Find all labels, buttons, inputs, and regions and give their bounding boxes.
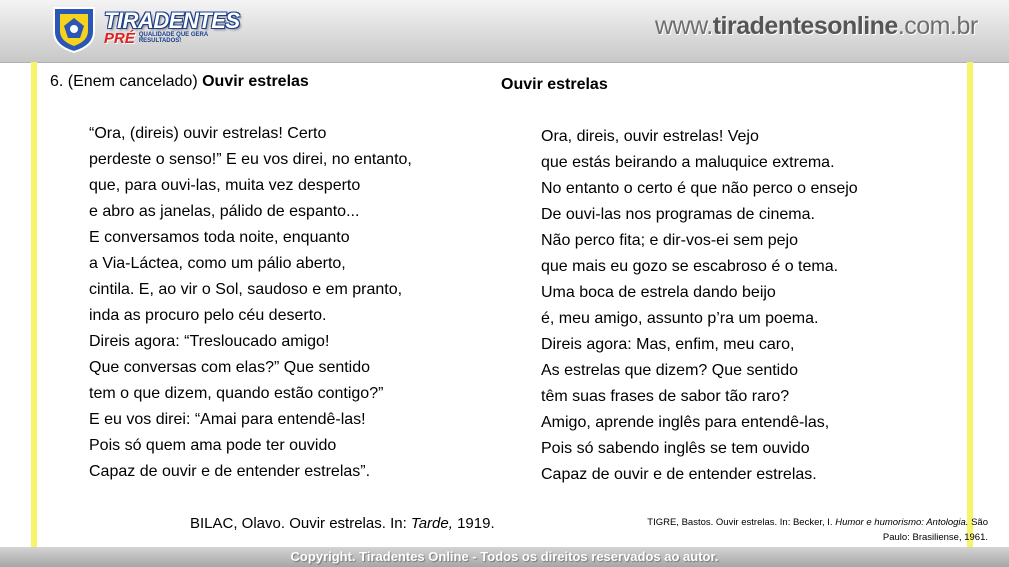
brand-logo — [104, 8, 240, 47]
brand-tagline — [139, 32, 208, 44]
poem-line: Direis agora: “Tresloucado amigo! — [89, 333, 330, 350]
poem-line: Não perco fita; e dir-vos-ei sem pejo — [541, 232, 798, 249]
left-accent-bar — [31, 62, 37, 548]
poem-line: que mais eu gozo se escabroso é o tema. — [541, 258, 839, 275]
shield-logo-icon — [50, 4, 98, 54]
site-url-prefix: www. — [655, 12, 713, 40]
poem-line: Pois só quem ama pode ter ouvido — [89, 437, 337, 454]
citation-tail: São — [968, 517, 988, 528]
right-poem-citation — [590, 515, 988, 545]
poem-line: Capaz de ouvir e de entender estrelas”. — [89, 463, 371, 480]
citation-year: 1919. — [452, 515, 495, 532]
poem-line: Ora, direis, ouvir estrelas! Vejo — [541, 128, 759, 145]
left-poem — [89, 121, 412, 485]
question-heading — [50, 73, 309, 91]
site-url-suffix: .com.br — [897, 12, 978, 40]
poem-line: As estrelas que dizem? Que sentido — [541, 362, 799, 379]
site-url — [655, 12, 978, 41]
poem-line: é, meu amigo, assunto p’ra um poema. — [541, 310, 819, 327]
left-poem-title: Ouvir estrelas — [202, 73, 309, 90]
poem-line: E conversamos toda noite, enquanto — [89, 229, 350, 246]
page-footer — [0, 547, 1009, 567]
site-url-brand: tiradentesonline — [712, 12, 898, 40]
poem-line: De ouvi-las nos programas de cinema. — [541, 206, 815, 223]
poem-line: que, para ouvi-las, muita vez desperto — [89, 177, 361, 194]
brand-tagline-line1: QUALIDADE QUE GERA — [138, 32, 209, 38]
poem-line: Uma boca de estrela dando beijo — [541, 284, 776, 301]
citation-work: Humor e humorismo: Antologia. — [835, 517, 969, 528]
brand-pre: PRÉ — [104, 30, 135, 47]
poem-line: tem o que dizem, quando estão contigo?” — [89, 385, 384, 402]
citation-work: Tarde, — [410, 515, 453, 532]
poem-line: que estás beirando a maluquice extrema. — [541, 154, 835, 171]
poem-line: inda as procuro pelo céu deserto. — [89, 307, 327, 324]
poem-line: e abro as janelas, pálido de espanto... — [89, 203, 360, 220]
poem-line: No entanto o certo é que não perco o ensejo — [541, 180, 858, 197]
poem-line: perdeste o senso!” E eu vos direi, no entanto, — [89, 151, 412, 168]
question-number: 6. — [50, 73, 64, 90]
page-header — [0, 0, 1009, 63]
right-accent-bar — [967, 62, 973, 548]
right-poem — [541, 124, 858, 488]
brand-name: TIRADENTES — [104, 8, 240, 33]
brand-tagline-line2: RESULTADOS! — [138, 38, 182, 44]
citation-text: BILAC, Olavo. Ouvir estrelas. In: — [190, 515, 411, 532]
poem-line: Pois só sabendo inglês se tem ouvido — [541, 440, 810, 457]
poem-line: “Ora, (direis) ouvir estrelas! Certo — [89, 125, 327, 142]
right-poem-title: Ouvir estrelas — [501, 76, 608, 93]
poem-line: a Via-Láctea, como um pálio aberto, — [89, 255, 346, 272]
poem-line: Amigo, aprende inglês para entendê-las, — [541, 414, 830, 431]
poem-line: cintila. E, ao vir o Sol, saudoso e em pranto, — [89, 281, 403, 298]
poem-line: Direis agora: Mas, enfim, meu caro, — [541, 336, 795, 353]
left-poem-citation — [190, 515, 495, 532]
poem-line: E eu vos direi: “Amai para entendê-las! — [89, 411, 366, 428]
poem-line: Capaz de ouvir e de entender estrelas. — [541, 466, 817, 483]
question-source: (Enem cancelado) — [67, 73, 198, 90]
poem-line: Que conversas com elas?” Que sentido — [89, 359, 371, 376]
poem-line: têm suas frases de sabor tão raro? — [541, 388, 790, 405]
citation-line2: Paulo: Brasiliense, 1961. — [882, 532, 988, 543]
citation-text: TIGRE, Bastos. Ouvir estrelas. In: Becker, I. — [647, 517, 836, 528]
copyright-text: Copyright. Tiradentes Online - Todos os direitos reservados ao autor. — [290, 549, 719, 564]
